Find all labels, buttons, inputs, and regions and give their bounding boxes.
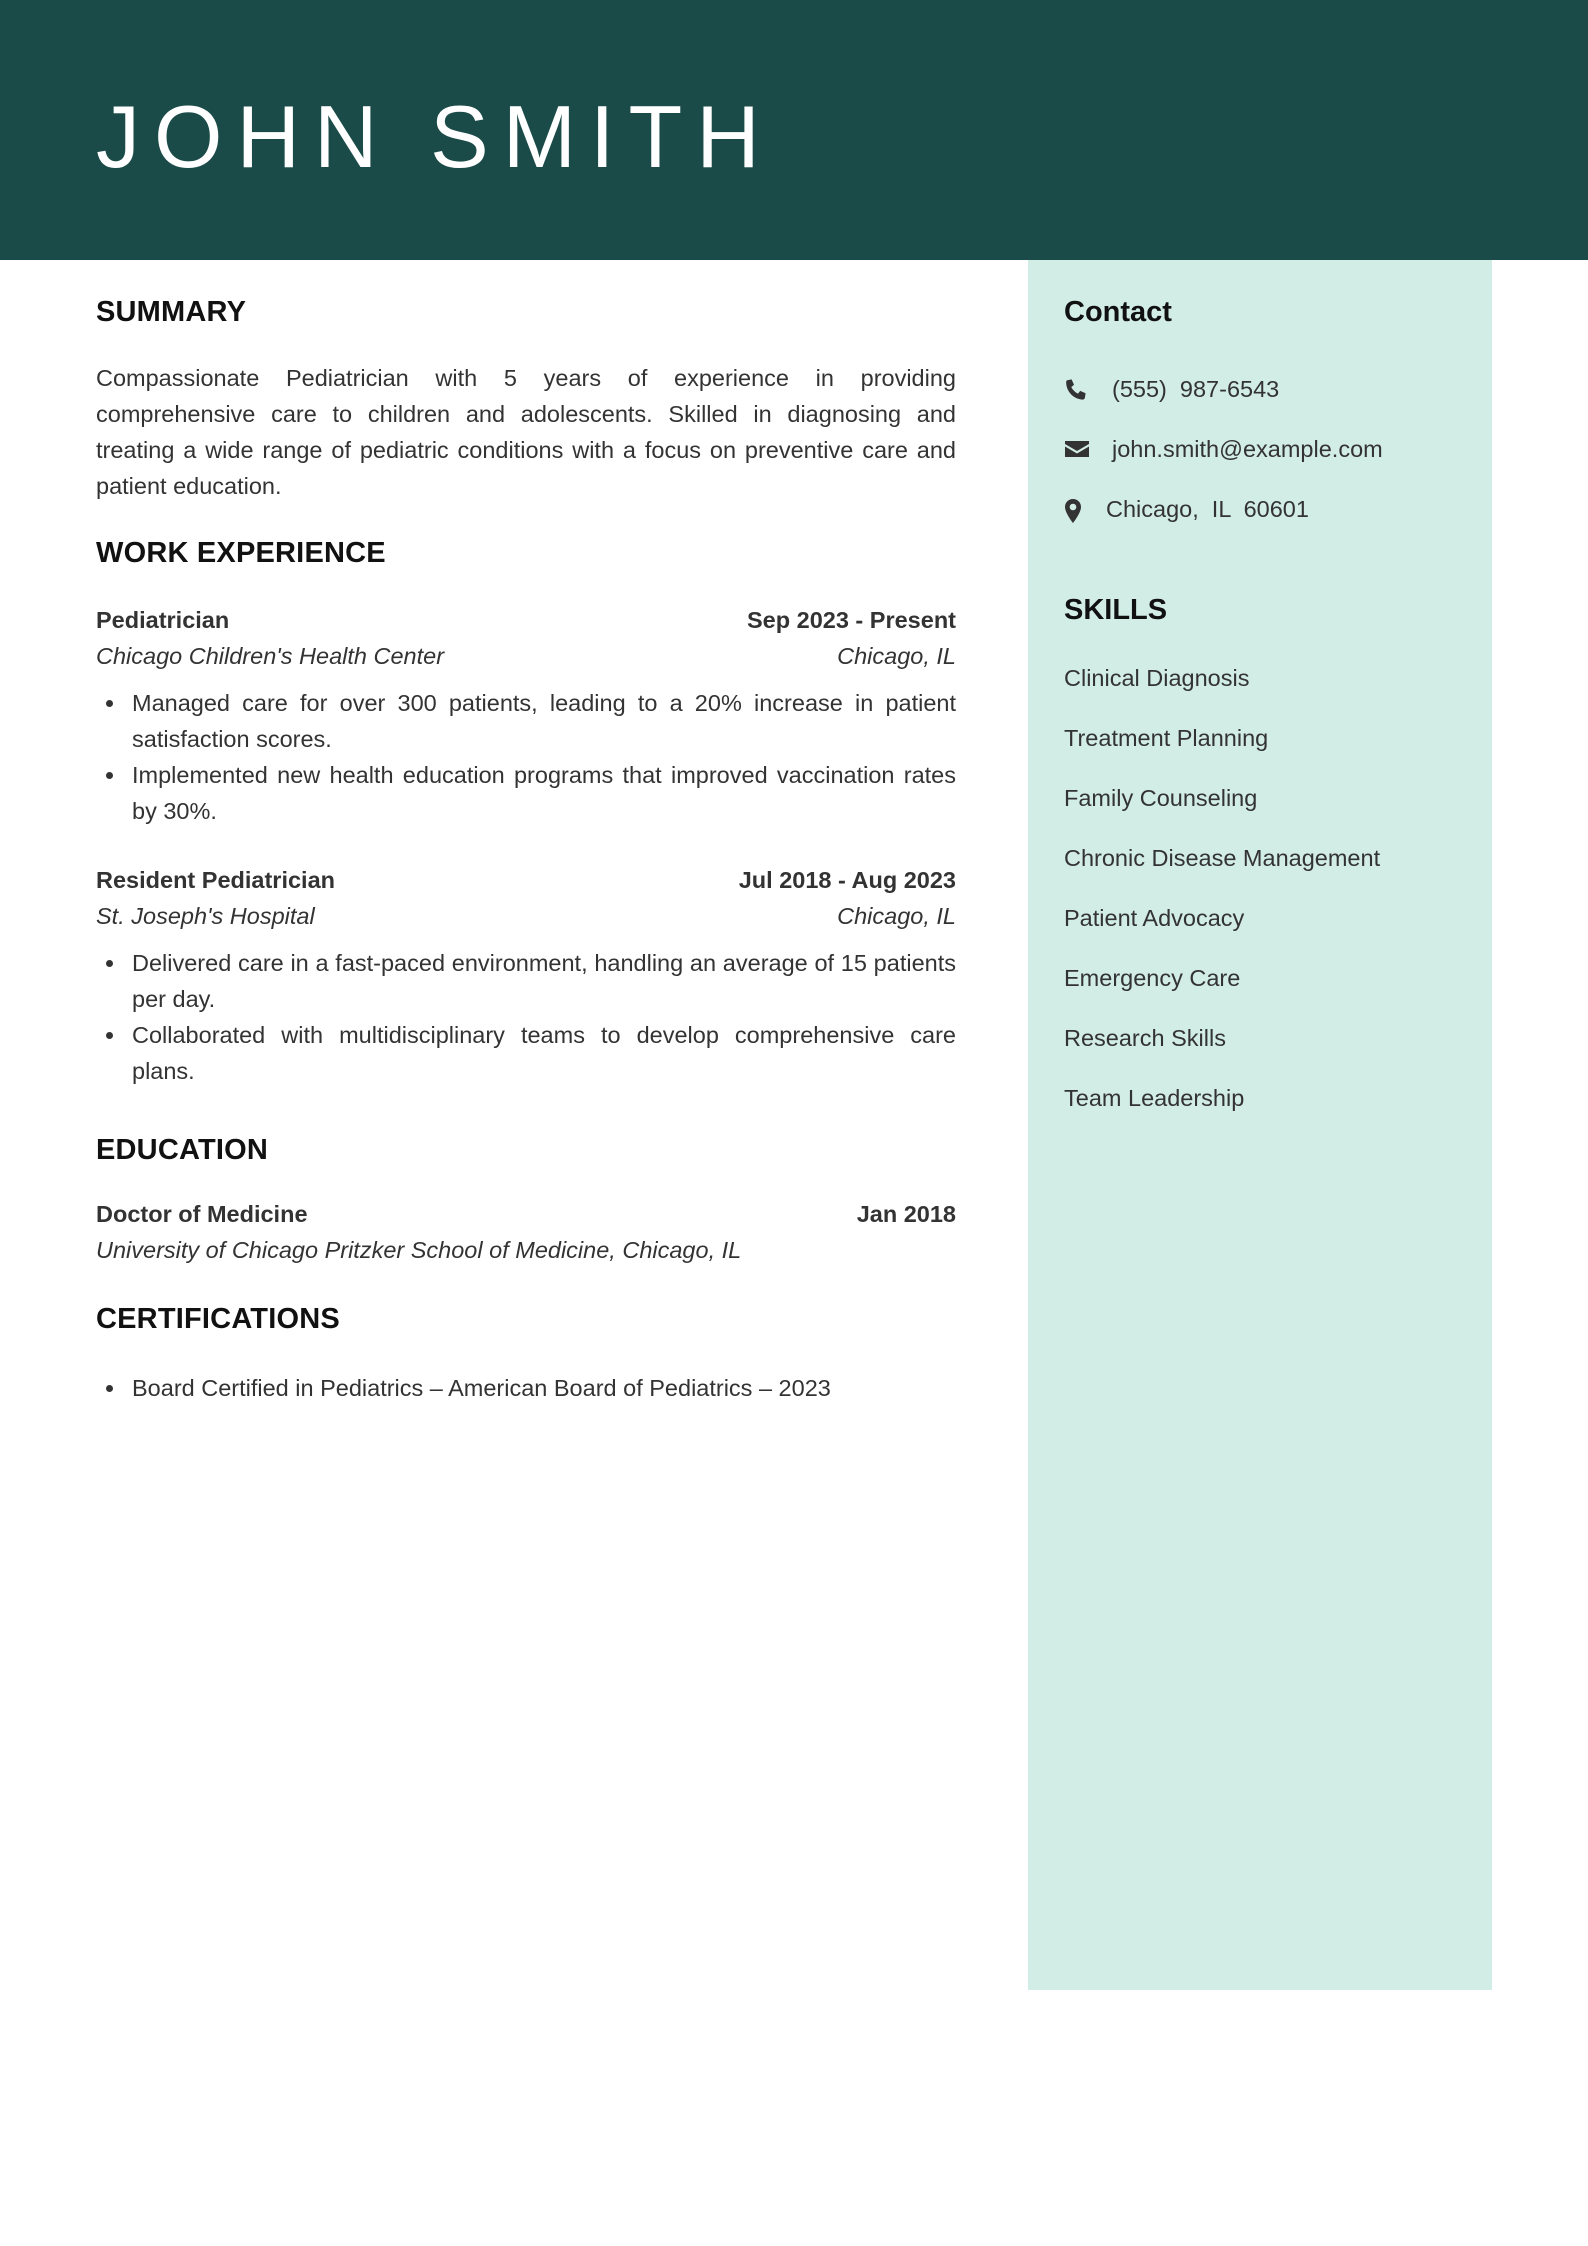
- job-header-row: [96, 602, 956, 638]
- job-bullet: Delivered care in a fast-paced environment, handling an average of 15 patients per day.: [96, 945, 956, 1017]
- skill-item: Emergency Care: [1064, 965, 1241, 991]
- envelope-icon: [1064, 435, 1112, 463]
- contact-location: [1064, 491, 1309, 527]
- degree: Doctor of Medicine: [96, 1201, 308, 1227]
- skill-item: Patient Advocacy: [1064, 905, 1245, 931]
- graduation-date: Jan 2018: [856, 1201, 956, 1227]
- job-bullets: [96, 685, 956, 829]
- location-text: Chicago, IL 60601: [1106, 496, 1309, 522]
- education-entry: [96, 1196, 956, 1268]
- contact-heading: Contact: [1064, 296, 1172, 328]
- map-marker-icon: [1064, 495, 1106, 523]
- job-bullet: Collaborated with multidisciplinary teams to develop comprehensive care plans.: [96, 1017, 956, 1089]
- email-address: john.smith@example.com: [1112, 436, 1383, 462]
- contact-email: [1064, 431, 1383, 467]
- summary-text: Compassionate Pediatrician with 5 years of experience in providing comprehensive care to children and adolescents. Skilled in diagnosing and treating a wide range of pediatric conditions with a focus on preventive care and patient education.: [96, 365, 956, 499]
- summary-heading: SUMMARY: [96, 296, 247, 328]
- phone-number: (555) 987-6543: [1112, 376, 1280, 402]
- job-bullet: Managed care for over 300 patients, leading to a 20% increase in patient satisfaction scores.: [96, 685, 956, 757]
- job-employer-row: [96, 638, 956, 674]
- job-employer-row: [96, 898, 956, 934]
- job-dates: Jul 2018 - Aug 2023: [738, 867, 956, 893]
- job-role: Resident Pediatrician: [96, 867, 335, 893]
- work-experience-heading: WORK EXPERIENCE: [96, 537, 386, 569]
- candidate-name: JOHN SMITH: [96, 87, 774, 186]
- job-location: Chicago, IL: [837, 643, 956, 669]
- job-header-row: [96, 862, 956, 898]
- certification-item: Board Certified in Pediatrics – American Board of Pediatrics – 2023: [96, 1370, 956, 1406]
- contact-phone: [1064, 371, 1279, 407]
- job-entry: [96, 602, 956, 829]
- skill-item: Chronic Disease Management: [1064, 845, 1381, 871]
- skill-item: Team Leadership: [1064, 1085, 1245, 1111]
- skill-item: Research Skills: [1064, 1025, 1226, 1051]
- skills-list: [1064, 660, 1380, 1140]
- job-role: Pediatrician: [96, 607, 230, 633]
- job-location: Chicago, IL: [837, 903, 956, 929]
- skill-item: Treatment Planning: [1064, 725, 1269, 751]
- phone-icon: [1064, 375, 1112, 403]
- school-name: University of Chicago Pritzker School of Medicine, Chicago, IL: [96, 1237, 742, 1263]
- education-header-row: [96, 1196, 956, 1232]
- skill-item: Clinical Diagnosis: [1064, 665, 1250, 691]
- job-entry: [96, 862, 956, 1089]
- job-employer: St. Joseph's Hospital: [96, 903, 315, 929]
- education-heading: EDUCATION: [96, 1134, 269, 1166]
- job-bullet: Implemented new health education programs that improved vaccination rates by 30%.: [96, 757, 956, 829]
- job-employer: Chicago Children's Health Center: [96, 643, 445, 669]
- job-dates: Sep 2023 - Present: [747, 607, 956, 633]
- skills-heading: SKILLS: [1064, 594, 1168, 626]
- job-bullets: [96, 945, 956, 1089]
- resume-header: [0, 0, 1588, 260]
- certifications-heading: CERTIFICATIONS: [96, 1303, 340, 1335]
- skill-item: Family Counseling: [1064, 785, 1258, 811]
- education-school-row: [96, 1232, 956, 1268]
- certifications-list: [96, 1370, 956, 1406]
